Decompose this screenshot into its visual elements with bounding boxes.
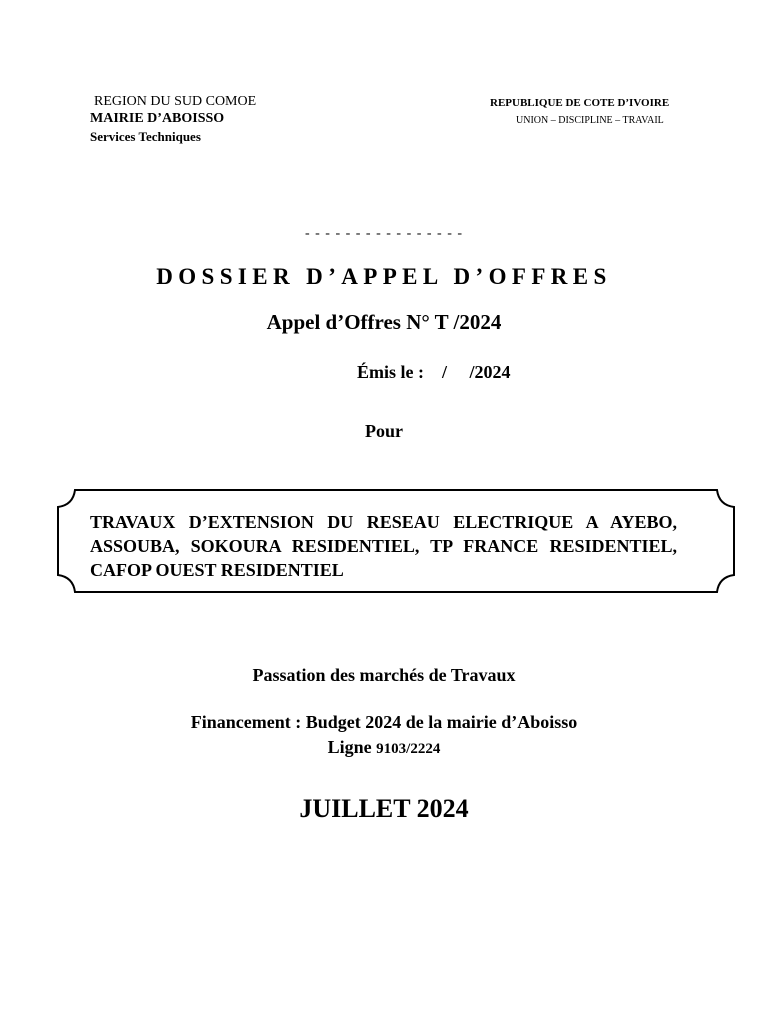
- mairie-label: MAIRIE D’ABOISSO: [90, 111, 225, 126]
- document-title: DOSSIER D’APPEL D’OFFRES: [156, 264, 612, 289]
- ligne-number: 9103/2224: [376, 741, 441, 757]
- passation-label: Passation des marchés de Travaux: [252, 665, 516, 685]
- ligne-label: Ligne: [327, 737, 372, 757]
- appel-offres-number: Appel d’Offres N° T /2024: [266, 310, 502, 334]
- pour-label: Pour: [365, 421, 403, 441]
- emis-le-date: Émis le : / /2024: [357, 362, 511, 382]
- region-label: REGION DU SUD COMOE: [94, 94, 257, 109]
- republique-label: REPUBLIQUE DE COTE D’IVOIRE: [490, 97, 670, 109]
- financement-label: Financement : Budget 2024 de la mairie d’Aboisso: [190, 712, 578, 732]
- devise-label: UNION – DISCIPLINE – TRAVAIL: [516, 115, 664, 126]
- ligne-line: [0, 737, 768, 758]
- separator-line: - - - - - - - - - - - - - - - -: [304, 226, 464, 241]
- services-label: Services Techniques: [90, 129, 201, 144]
- document-date: JUILLET 2024: [299, 794, 469, 823]
- project-title: TRAVAUX D’EXTENSION DU RESEAU ELECTRIQUE A AYEBO, ASSOUBA, SOKOURA RESIDENTIEL, TP FRANCE RESIDENTIEL, CAFOP OUEST RESIDENTIEL: [90, 512, 677, 580]
